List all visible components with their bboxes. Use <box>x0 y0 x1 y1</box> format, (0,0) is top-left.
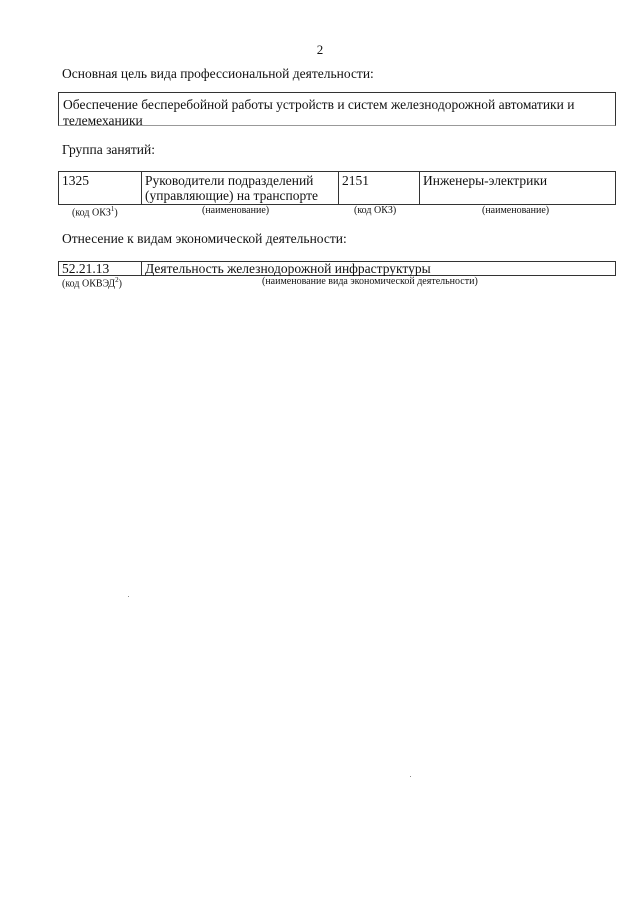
okved-code-cell: 52.21.13 <box>59 262 142 276</box>
page-number: 2 <box>316 42 324 57</box>
okz-code-cell-2: 2151 <box>339 172 420 205</box>
economic-activity-table <box>58 261 616 276</box>
okz-name-cell: Руководители подразделений (управляющие) на транспорте <box>142 172 339 205</box>
okved-code-caption: (код ОКВЭД$^2$) <box>62 276 122 290</box>
main-goal-box <box>58 92 616 126</box>
occupation-group-table <box>58 171 616 205</box>
main-goal-text: Обеспечение бесперебойной работы устройств и систем железнодорожной автоматики и телемеханики <box>63 97 575 128</box>
okz-name-caption-2: (наименование) <box>482 205 550 216</box>
okved-name-cell: Деятельность железнодорожной инфраструктуры <box>142 262 616 276</box>
scan-speck <box>410 776 411 777</box>
okz-name-caption: (наименование) <box>202 205 270 216</box>
table-row <box>59 172 616 205</box>
scan-speck <box>128 596 129 597</box>
economic-activity-heading: Отнесение к видам экономической деятельности: <box>62 231 347 246</box>
main-goal-heading: Основная цель вида профессиональной деятельности: <box>62 66 374 81</box>
occupation-group-heading: Группа занятий: <box>62 142 155 157</box>
okz-code-caption-2: (код ОКЗ) <box>354 205 397 216</box>
okz-code-cell: 1325 <box>59 172 142 205</box>
okz-code-caption: (код ОКЗ$^1$) <box>72 205 118 219</box>
okved-name-caption: (наименование вида экономической деятельности) <box>262 276 478 287</box>
table-row <box>59 262 616 276</box>
okz-name-cell-2: Инженеры-электрики <box>420 172 616 205</box>
